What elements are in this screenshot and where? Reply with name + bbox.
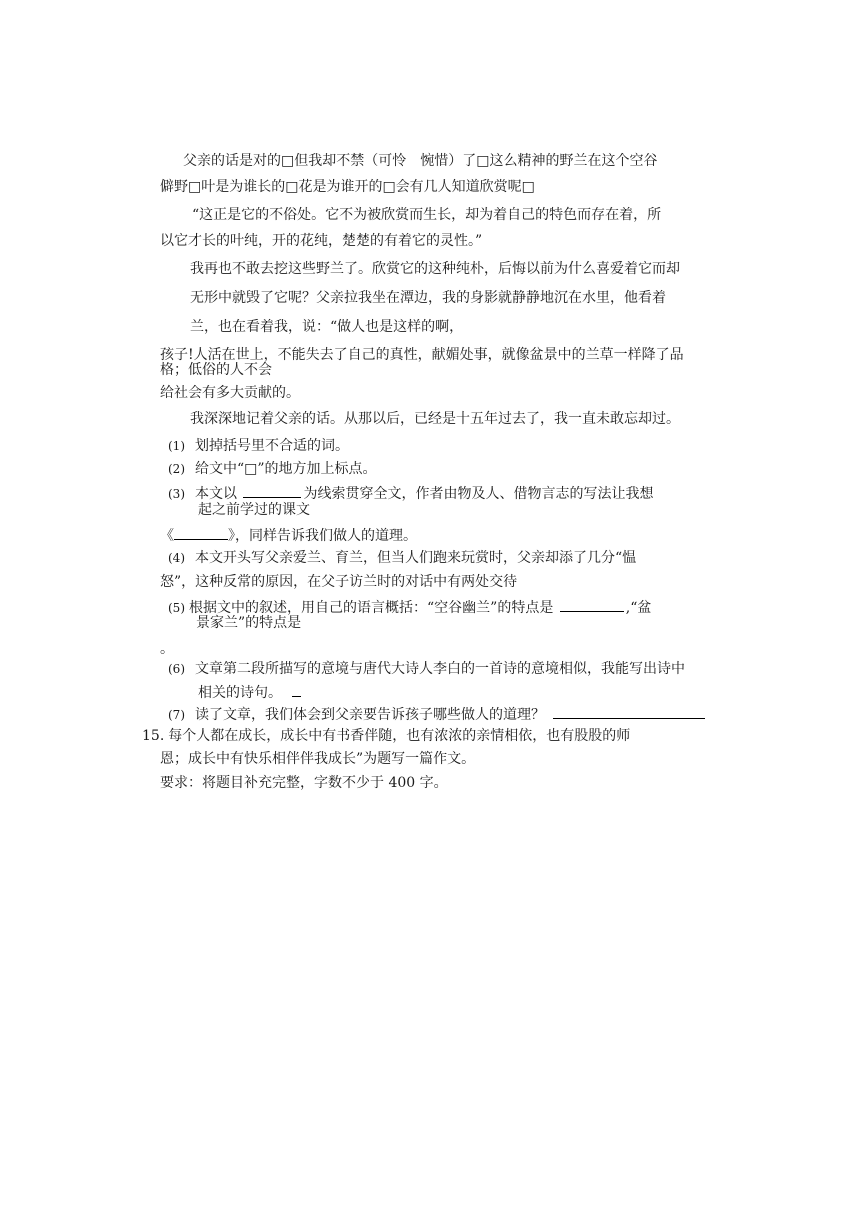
passage-line: “这正是它的不俗处。它不为被欣赏而生长，却为着自己的特色而存在着，所 <box>192 207 662 223</box>
question-number: (1) <box>168 439 185 453</box>
question-number: (4) <box>168 551 185 565</box>
question-5-line3: 。 <box>160 641 174 657</box>
question-3 <box>168 483 653 503</box>
question-text: 给文中“□”的地方加上标点。 <box>195 461 377 477</box>
essay-text: 每个人都在成长，成长中有书香伴随，也有浓浓的亲情相依，也有股股的师 <box>168 728 631 744</box>
answer-blank[interactable] <box>553 704 705 719</box>
question-6-line2 <box>198 682 301 702</box>
question-text: ,“盆 <box>625 600 652 616</box>
question-5-line2: 景家兰”的特点是 <box>196 615 302 631</box>
question-text: 根据文中的叙述，用自己的语言概括：“空谷幽兰”的特点是 <box>189 600 554 616</box>
book-title-open: 《 <box>160 528 174 544</box>
question-7 <box>168 704 705 724</box>
question-text: 相关的诗句。 <box>198 685 282 701</box>
question-number: (3) <box>168 487 185 501</box>
question-3-line3 <box>160 525 417 545</box>
question-number: (7) <box>168 708 185 722</box>
passage-line: 我深深地记着父亲的话。从那以后，已经是十五年过去了，我一直未敢忘却过。 <box>190 411 680 427</box>
question-number: (5) <box>168 601 185 615</box>
answer-blank[interactable] <box>243 483 301 498</box>
passage-line: 兰，也在看着我，说：“做人也是这样的啊， <box>190 319 464 335</box>
question-text: 为线索贯穿全文，作者由物及人、借物言志的写法让我想 <box>303 486 654 502</box>
question-text: 》，同样告诉我们做人的道理。 <box>228 528 417 544</box>
essay-line2: 恩；成长中有快乐相伴伴我成长”为题写一篇作文。 <box>160 751 476 767</box>
question-6 <box>168 660 685 678</box>
passage-line: 孩子!人活在世上，不能失去了自己的真性，献媚处事，就像盆景中的兰草一样降了品 <box>160 347 684 363</box>
passage-line: 僻野□叶是为谁长的□花是为谁开的□会有几人知道欣赏呢□ <box>160 179 535 195</box>
question-2 <box>168 460 377 478</box>
essay-requirement: 要求：将题目补充完整，字数不少于 400 字。 <box>160 775 448 791</box>
passage-line: 无形中就毁了它呢？父亲拉我坐在潭边，我的身影就静静地沉在水里，他看着 <box>190 290 666 306</box>
question-3-line2: 起之前学过的课文 <box>198 502 310 518</box>
question-4-line2: 怒”，这种反常的原因，在父子访兰时的对话中有两处交待 <box>160 574 518 590</box>
question-number: (6) <box>168 662 185 676</box>
question-text: 划掉括号里不合适的词。 <box>195 438 349 454</box>
passage-line: 父亲的话是对的□但我却不禁（可怜 惋惜）了□这么精神的野兰在这个空谷 <box>183 153 658 169</box>
answer-blank[interactable] <box>174 525 228 540</box>
essay-prompt <box>142 727 630 745</box>
question-text: 文章第二段所描写的意境与唐代大诗人李白的一首诗的意境相似，我能写出诗中 <box>195 661 685 677</box>
essay-number: 15. <box>142 728 165 744</box>
question-1 <box>168 437 349 455</box>
passage-line: 我再也不敢去挖这些野兰了。欣赏它的这种纯朴，后悔以前为什么喜爱着它而却 <box>190 261 680 277</box>
passage-line: 以它才长的叶纯，开的花纯，楚楚的有着它的灵性。” <box>160 233 483 249</box>
question-text: 读了文章，我们体会到父亲要告诉孩子哪些做人的道理？ <box>195 707 545 723</box>
passage-line: 给社会有多大贡献的。 <box>160 385 300 401</box>
question-number: (2) <box>168 462 185 476</box>
passage-line: 格；低俗的人不会 <box>160 362 272 378</box>
question-4 <box>168 549 636 567</box>
question-text: 本文开头写父亲爱兰、育兰，但当人们跑来玩赏时，父亲却添了几分“愠 <box>195 550 637 566</box>
answer-blank[interactable] <box>560 597 624 612</box>
question-text: 本文以 <box>195 486 237 502</box>
answer-blank[interactable] <box>292 682 301 697</box>
